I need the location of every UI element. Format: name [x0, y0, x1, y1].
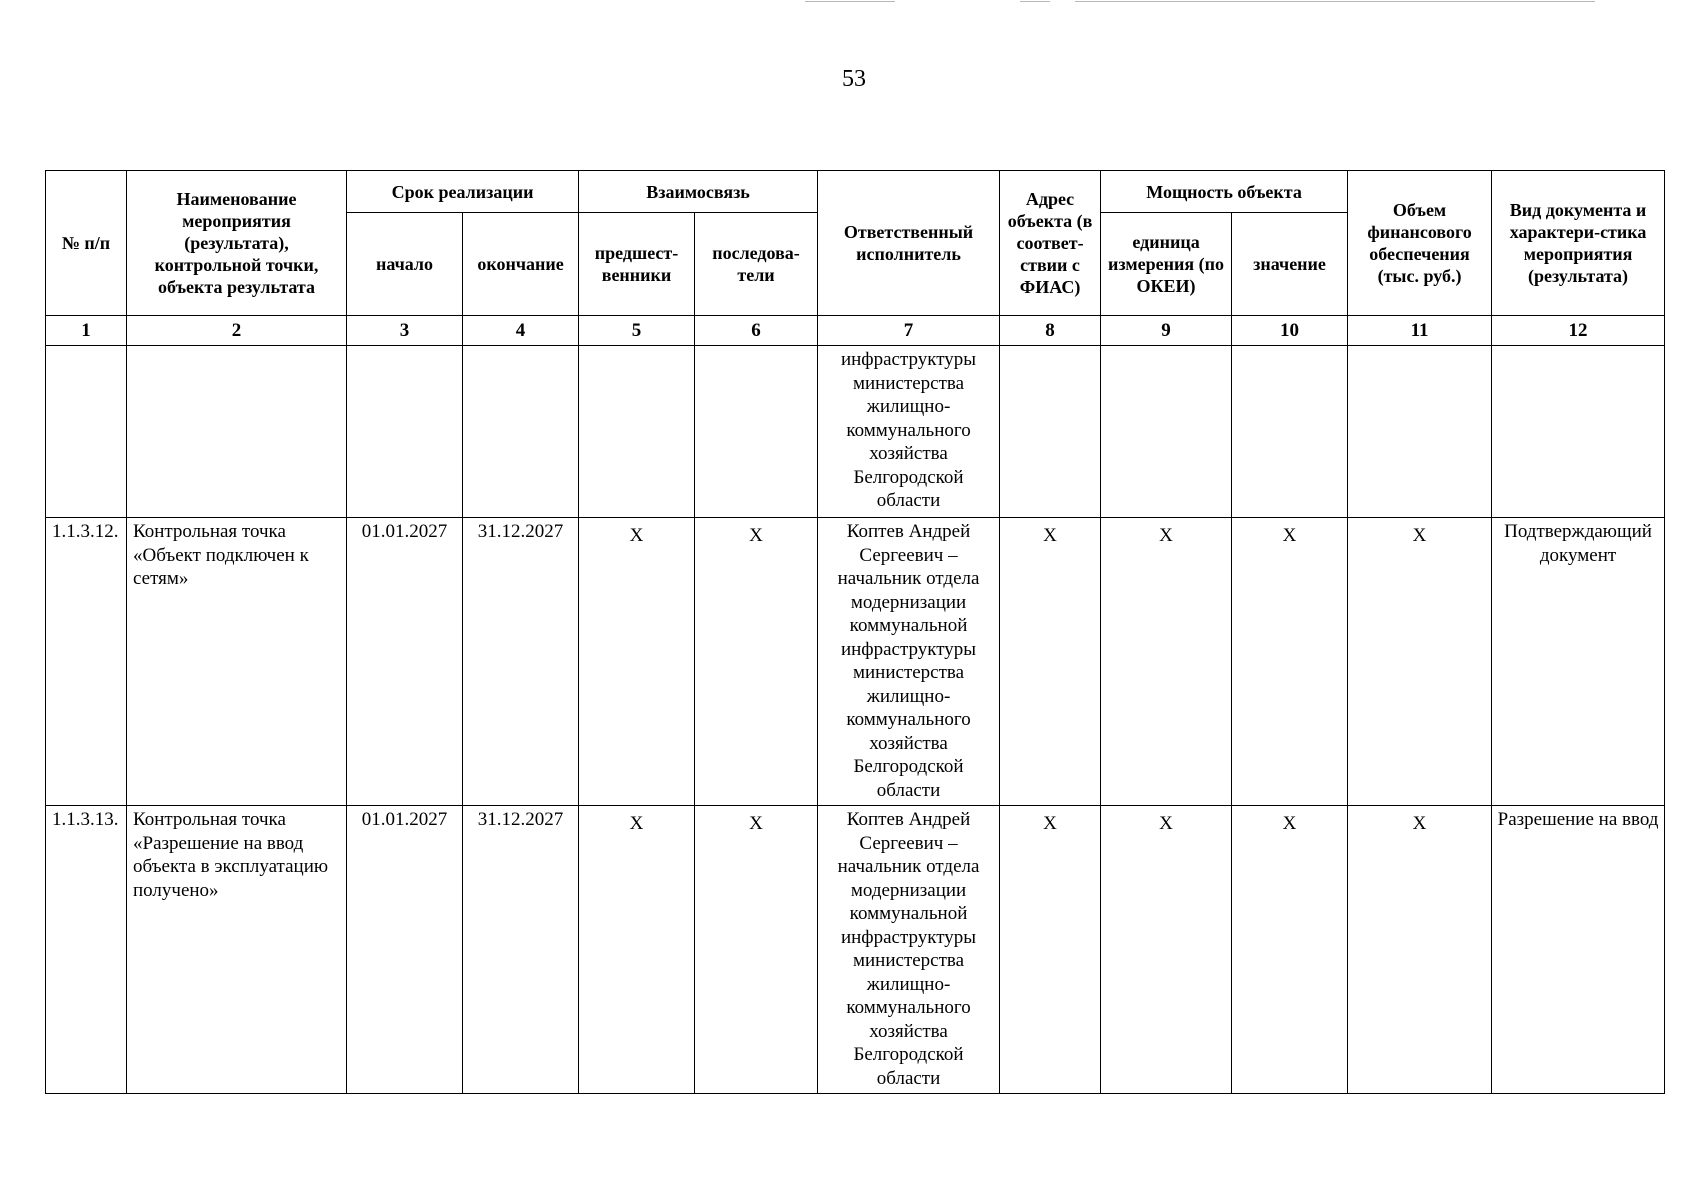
table-row [46, 518, 1665, 806]
scan-artifact-line [805, 1, 895, 2]
column-number: 9 [1101, 316, 1232, 346]
row-predecessors [579, 346, 695, 518]
row-value: X [1232, 806, 1348, 1094]
column-number: 8 [1000, 316, 1101, 346]
header-capacity: Мощность объекта [1101, 171, 1348, 213]
table-row [46, 346, 1665, 518]
scan-artifact-line [1020, 1, 1050, 2]
row-successors: X [695, 518, 818, 806]
page-number: 53 [842, 66, 866, 92]
row-name: Контрольная точка «Объект подключен к сетям» [127, 518, 347, 806]
row-finance [1348, 346, 1492, 518]
row-end-date: 31.12.2027 [463, 806, 579, 1094]
table-row [46, 806, 1665, 1094]
column-number: 4 [463, 316, 579, 346]
row-start-date [347, 346, 463, 518]
row-address [1000, 346, 1101, 518]
row-document: Разрешение на ввод [1492, 806, 1665, 1094]
row-address: X [1000, 518, 1101, 806]
column-number: 2 [127, 316, 347, 346]
row-unit: X [1101, 806, 1232, 1094]
scan-artifact-line [1075, 1, 1595, 2]
header-unit: единица измерения (по ОКЕИ) [1101, 213, 1232, 316]
row-name [127, 346, 347, 518]
plan-table [45, 170, 1665, 1094]
header-value: значение [1232, 213, 1348, 316]
row-name: Контрольная точка «Разрешение на ввод объекта в эксплуатацию получено» [127, 806, 347, 1094]
header-term: Срок реализации [347, 171, 579, 213]
header-num: № п/п [46, 171, 127, 316]
row-successors [695, 346, 818, 518]
header-finance: Объем финансового обеспечения (тыс. руб.) [1348, 171, 1492, 316]
row-number [46, 346, 127, 518]
column-number: 5 [579, 316, 695, 346]
header-successors: последова-тели [695, 213, 818, 316]
header-address: Адрес объекта (в соответ-ствии с ФИАС) [1000, 171, 1101, 316]
header-document: Вид документа и характери-стика мероприятия (результата) [1492, 171, 1665, 316]
row-value: X [1232, 518, 1348, 806]
row-responsible: инфраструктуры министерства жилищно-коммунального хозяйства Белгородской области [818, 346, 1000, 518]
column-number: 10 [1232, 316, 1348, 346]
row-successors: X [695, 806, 818, 1094]
row-value [1232, 346, 1348, 518]
column-number: 1 [46, 316, 127, 346]
header-name: Наименование мероприятия (результата), контрольной точки, объекта результата [127, 171, 347, 316]
row-responsible: Коптев Андрей Сергеевич – начальник отдела модернизации коммунальной инфраструктуры министерства жилищно-коммунального хозяйства Белгородской области [818, 806, 1000, 1094]
row-address: X [1000, 806, 1101, 1094]
column-number: 6 [695, 316, 818, 346]
row-document [1492, 346, 1665, 518]
row-responsible: Коптев Андрей Сергеевич – начальник отдела модернизации коммунальной инфраструктуры министерства жилищно-коммунального хозяйства Белгородской области [818, 518, 1000, 806]
header-responsible: Ответственный исполнитель [818, 171, 1000, 316]
row-document: Подтверждающий документ [1492, 518, 1665, 806]
row-start-date: 01.01.2027 [347, 518, 463, 806]
row-end-date [463, 346, 579, 518]
column-number: 7 [818, 316, 1000, 346]
row-predecessors: X [579, 806, 695, 1094]
header-end: окончание [463, 213, 579, 316]
row-finance: X [1348, 806, 1492, 1094]
row-unit [1101, 346, 1232, 518]
header-link: Взаимосвязь [579, 171, 818, 213]
row-end-date: 31.12.2027 [463, 518, 579, 806]
row-number: 1.1.3.12. [46, 518, 127, 806]
column-number: 11 [1348, 316, 1492, 346]
column-number-row [46, 316, 1665, 346]
header-predecessors: предшест-венники [579, 213, 695, 316]
row-unit: X [1101, 518, 1232, 806]
row-start-date: 01.01.2027 [347, 806, 463, 1094]
row-number: 1.1.3.13. [46, 806, 127, 1094]
row-finance: X [1348, 518, 1492, 806]
column-number: 12 [1492, 316, 1665, 346]
row-predecessors: X [579, 518, 695, 806]
header-start: начало [347, 213, 463, 316]
column-number: 3 [347, 316, 463, 346]
